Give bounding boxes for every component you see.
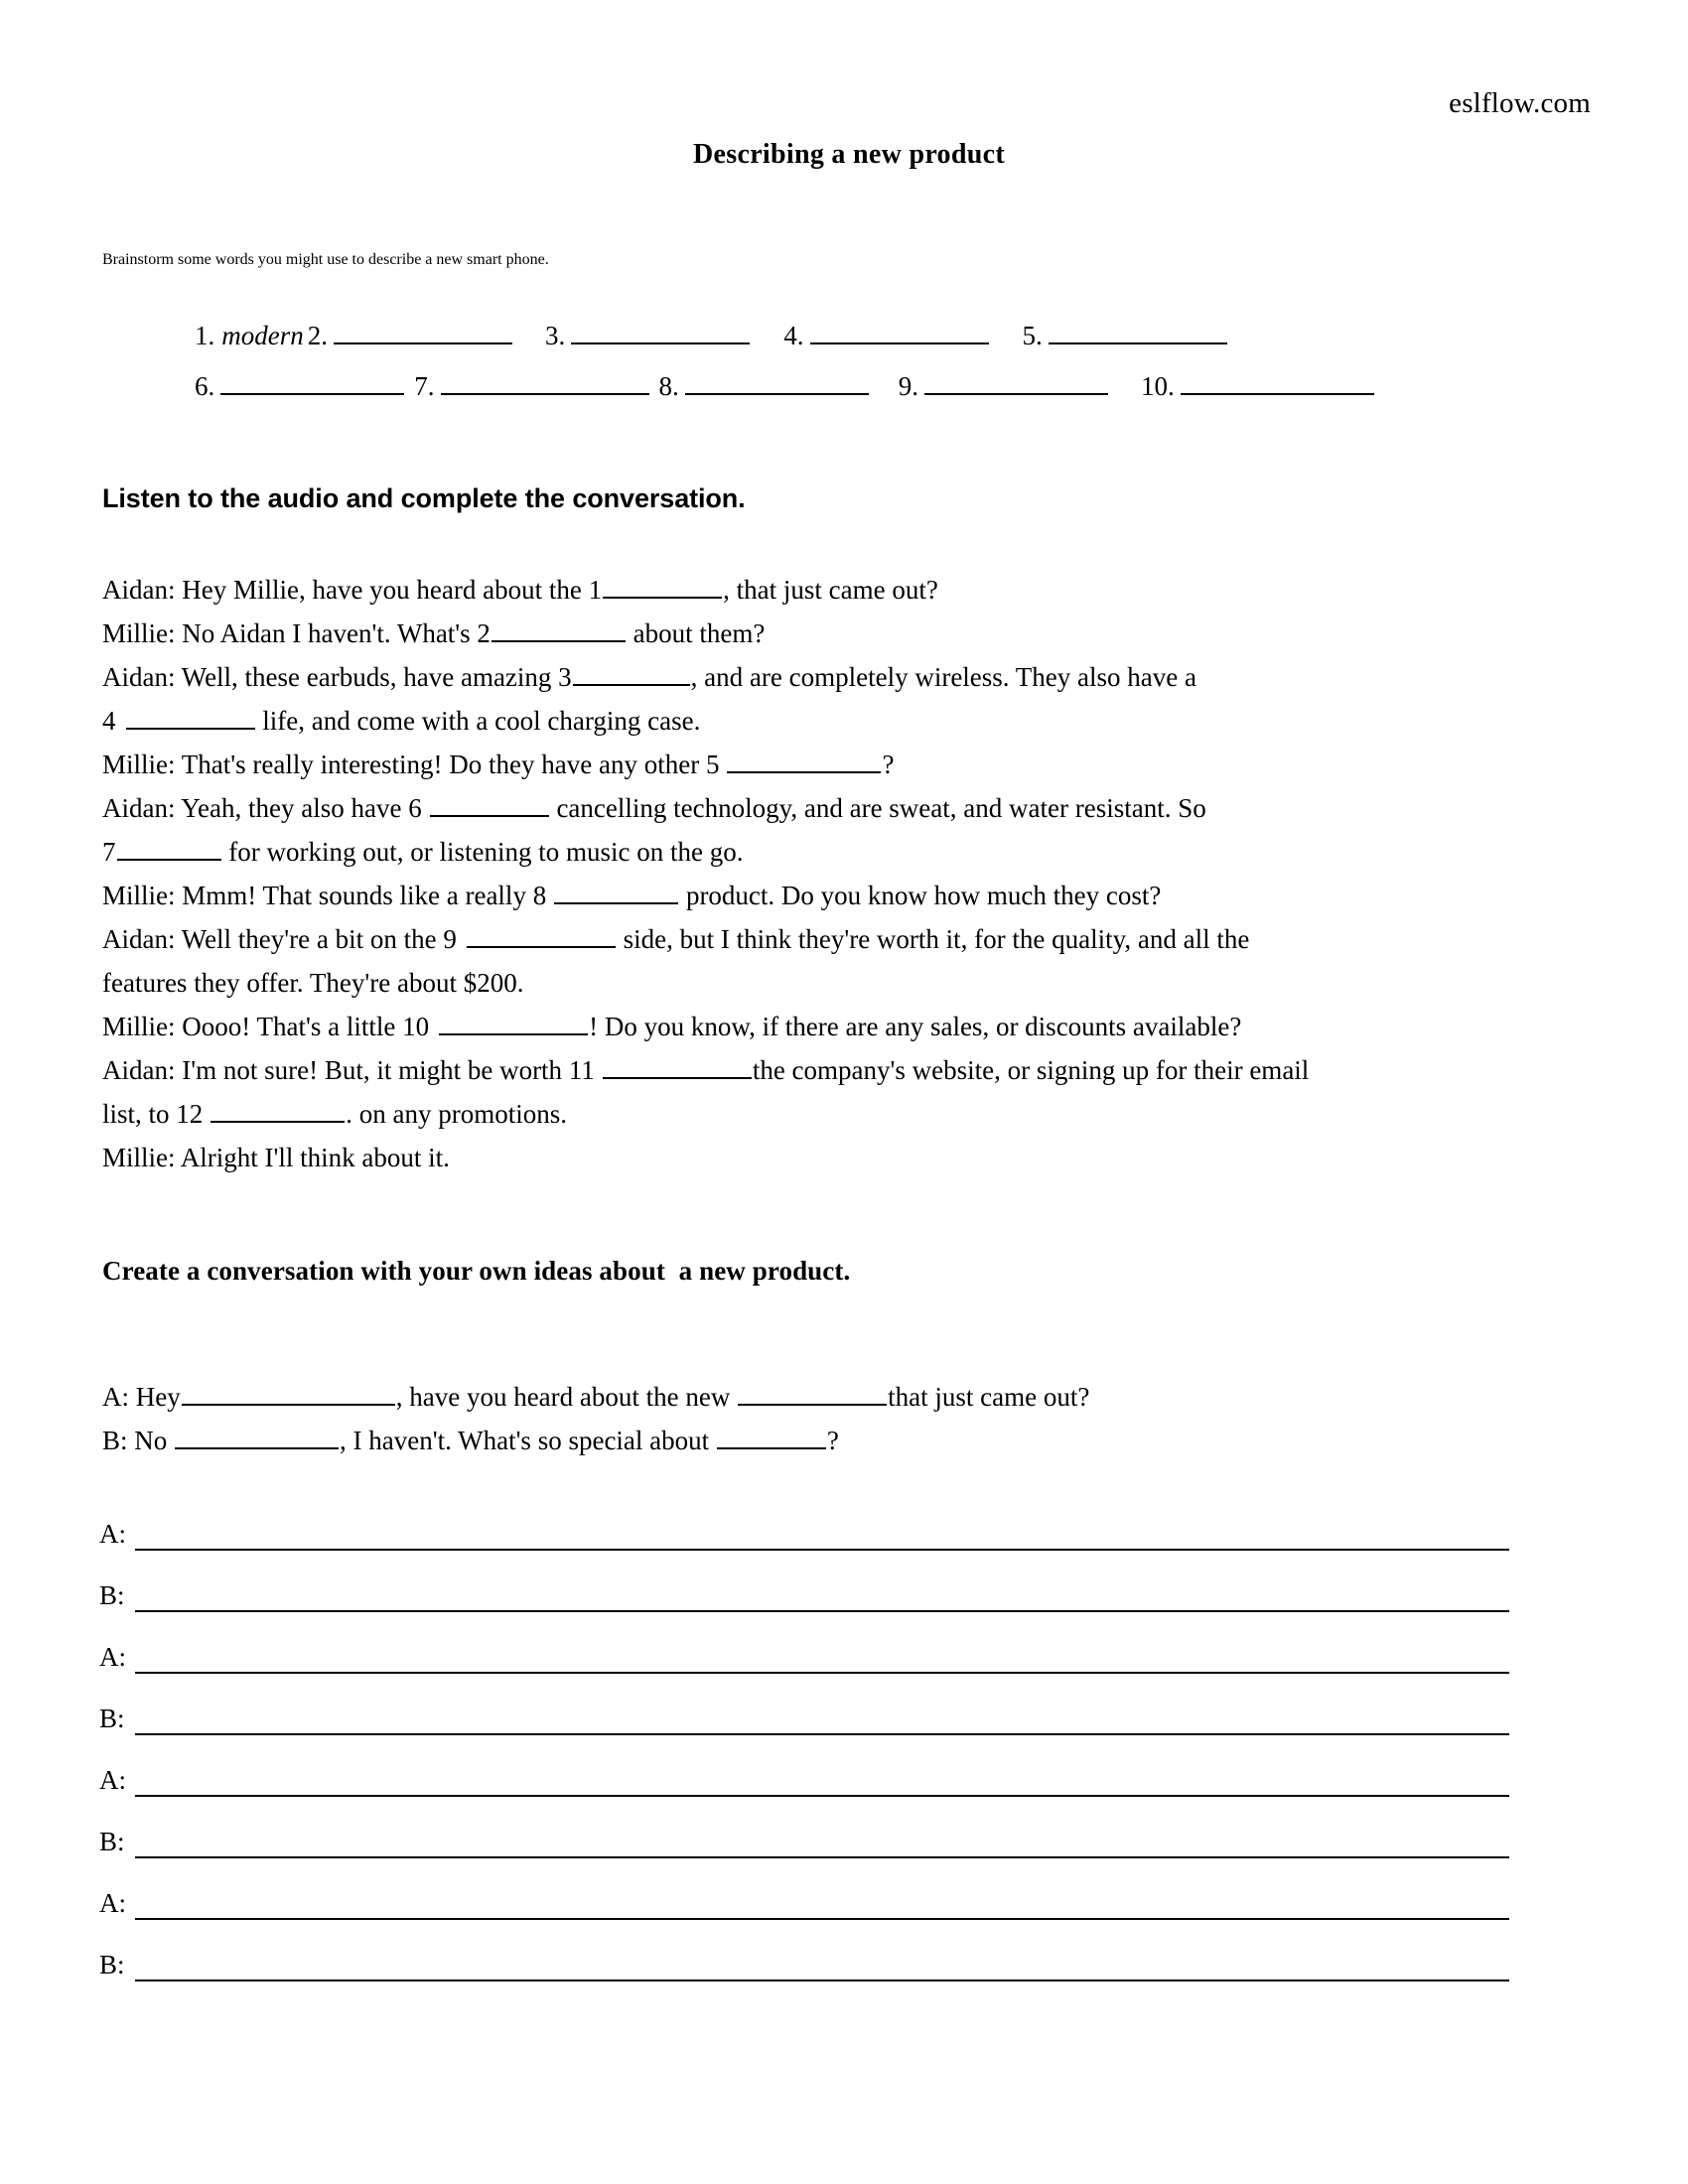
brainstorm-row-1 <box>195 318 1605 351</box>
dialogue-blank-3[interactable] <box>573 660 690 686</box>
brainstorm-item-1: 1. modern <box>195 321 304 350</box>
brainstorm-blank-10[interactable] <box>1181 368 1374 395</box>
model-conversation-block <box>102 1375 1612 1462</box>
model-line-a: A: Hey , have you heard about the new that just came out? <box>102 1382 1090 1412</box>
brainstorm-blank-6[interactable] <box>220 368 404 395</box>
dialogue-block <box>102 568 1612 1179</box>
dialogue-blank-8[interactable] <box>554 879 678 904</box>
listening-heading: Listen to the audio and complete the conversation. <box>102 483 746 513</box>
dialogue-blank-9[interactable] <box>467 922 616 948</box>
model-blank-name[interactable] <box>182 1380 395 1406</box>
dialogue-line-14: Millie: Alright I'll think about it. <box>102 1143 450 1172</box>
brainstorm-item-8: 8. <box>659 368 869 402</box>
dialogue-blank-1[interactable] <box>603 573 722 599</box>
answer-rule-4[interactable] <box>135 1704 1509 1735</box>
brainstorm-item-6: 6. <box>195 368 404 402</box>
model-line-b: B: No , I haven't. What's so special about ? <box>102 1426 839 1455</box>
dialogue-blank-6[interactable] <box>430 791 549 817</box>
brainstorm-blank-9[interactable] <box>924 368 1108 395</box>
answer-rule-8[interactable] <box>135 1950 1509 1981</box>
dialogue-line-13: list, to 12 . on any promotions. <box>102 1099 568 1129</box>
dialogue-line-3: Aidan: Well, these earbuds, have amazing 3 , and are completely wireless. They also have a <box>102 662 1196 692</box>
dialogue-blank-2[interactable] <box>492 616 626 642</box>
dialogue-blank-11[interactable] <box>603 1053 752 1079</box>
dialogue-blank-4[interactable] <box>126 704 255 730</box>
brainstorm-example-word: modern <box>221 321 304 350</box>
model-blank-name-2[interactable] <box>175 1424 339 1449</box>
dialogue-line-11: Millie: Oooo! That's a little 10 ! Do you know, if there are any sales, or discounts available? <box>102 1012 1242 1041</box>
brainstorm-item-10: 10. <box>1141 368 1374 402</box>
dialogue-line-1: Aidan: Hey Millie, have you heard about the 1 , that just came out? <box>102 575 938 605</box>
answer-rule-6[interactable] <box>135 1827 1509 1858</box>
brainstorm-item-9: 9. <box>899 368 1108 402</box>
page-title: Describing a new product <box>693 139 1005 170</box>
dialogue-line-7: 7 for working out, or listening to music on the go. <box>102 837 744 867</box>
dialogue-line-5: Millie: That's really interesting! Do they have any other 5 ? <box>102 750 895 779</box>
answer-lines-block <box>99 1489 1509 1981</box>
brainstorm-item-7: 7. <box>414 368 648 402</box>
answer-row-4: B: <box>99 1674 1509 1735</box>
dialogue-line-10: features they offer. They're about $200. <box>102 968 524 998</box>
brainstorm-blank-7[interactable] <box>441 368 649 395</box>
brainstorm-blank-2[interactable] <box>334 318 512 344</box>
model-blank-product[interactable] <box>738 1380 887 1406</box>
dialogue-blank-12[interactable] <box>211 1097 345 1123</box>
answer-row-3: A: <box>99 1612 1509 1674</box>
answer-row-6: B: <box>99 1797 1509 1858</box>
dialogue-blank-10[interactable] <box>439 1010 588 1035</box>
dialogue-line-6: Aidan: Yeah, they also have 6 cancelling technology, and are sweat, and water resistant. So <box>102 793 1206 823</box>
dialogue-line-4: 4 life, and come with a cool charging case. <box>102 706 701 736</box>
brainstorm-heading: Brainstorm some words you might use to describe a new smart phone. <box>102 251 549 268</box>
dialogue-line-12: Aidan: I'm not sure! But, it might be worth 11 the company's website, or signing up for their email <box>102 1055 1310 1085</box>
site-watermark: eslflow.com <box>1449 87 1591 119</box>
answer-row-2: B: <box>99 1551 1509 1612</box>
brainstorm-blank-3[interactable] <box>571 318 750 344</box>
dialogue-line-9: Aidan: Well they're a bit on the 9 side, but I think they're worth it, for the quality, and all the <box>102 924 1250 954</box>
answer-rule-5[interactable] <box>135 1765 1509 1797</box>
answer-row-1: A: <box>99 1489 1509 1551</box>
brainstorm-row-2 <box>195 368 1605 402</box>
brainstorm-answer-grid <box>195 318 1605 402</box>
answer-rule-3[interactable] <box>135 1642 1509 1674</box>
answer-row-8: B: <box>99 1920 1509 1981</box>
brainstorm-item-4: 4. <box>783 318 988 351</box>
answer-row-5: A: <box>99 1735 1509 1797</box>
brainstorm-blank-8[interactable] <box>685 368 869 395</box>
brainstorm-item-3: 3. <box>545 318 750 351</box>
answer-row-7: A: <box>99 1858 1509 1920</box>
brainstorm-blank-5[interactable] <box>1049 318 1227 344</box>
dialogue-blank-7[interactable] <box>117 835 221 861</box>
dialogue-line-2: Millie: No Aidan I haven't. What's 2 about them? <box>102 618 766 648</box>
answer-rule-7[interactable] <box>135 1888 1509 1920</box>
brainstorm-blank-4[interactable] <box>810 318 989 344</box>
brainstorm-item-5: 5. <box>1023 318 1227 351</box>
model-blank-product-2[interactable] <box>717 1424 826 1449</box>
brainstorm-item-2: 2. <box>308 318 512 351</box>
dialogue-blank-5[interactable] <box>727 748 881 773</box>
answer-rule-2[interactable] <box>135 1580 1509 1612</box>
create-conversation-heading: Create a conversation with your own ideas about a new product. <box>102 1256 851 1286</box>
dialogue-line-8: Millie: Mmm! That sounds like a really 8 product. Do you know how much they cost? <box>102 881 1162 910</box>
answer-rule-1[interactable] <box>135 1519 1509 1551</box>
